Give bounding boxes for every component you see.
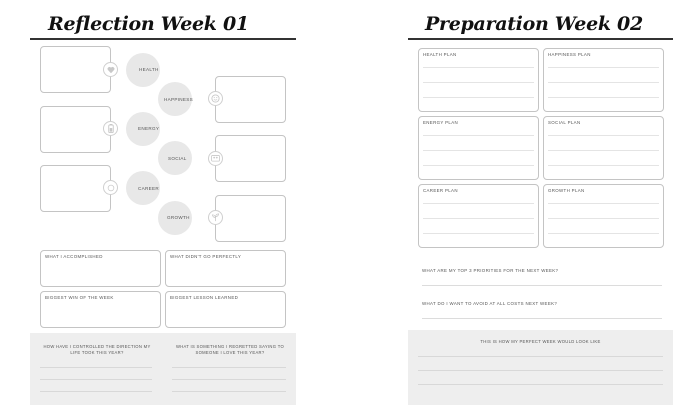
perfect-week-answer-lines[interactable] [418,356,663,398]
reflection-title: Reflection Week 01 [48,13,249,35]
accomplished-label: WHAT I ACCOMPLISHED [45,254,103,259]
social-plan-box[interactable] [543,116,664,180]
happiness-label: HAPPINESS [164,97,193,102]
biggest-lesson-box[interactable] [165,291,286,328]
regret-question: WHAT IS SOMETHING I REGRETTED SAYING TO SOMEONE I LOVE THIS YEAR? [175,344,285,355]
career-label: CAREER [138,186,159,191]
reflection-footer [30,333,296,405]
not-perfect-box[interactable] [165,250,286,287]
happiness-plan-label: HAPPINESS PLAN [548,52,591,57]
energy-notes-box[interactable] [40,106,111,153]
direction-answer-lines[interactable] [40,367,152,403]
health-plan-label: HEALTH PLAN [423,52,457,57]
accomplished-box[interactable] [40,250,161,287]
energy-plan-label: ENERGY PLAN [423,120,459,125]
social-plan-label: SOCIAL PLAN [548,120,581,125]
avoid-answer-line[interactable] [422,318,662,319]
energy-label: ENERGY [138,126,160,131]
smiley-icon [208,91,223,106]
career-plan-box[interactable] [418,184,539,248]
preparation-page [400,0,700,419]
title-rule [30,38,296,40]
regret-answer-lines[interactable] [172,367,286,403]
growth-label: GROWTH [167,215,190,220]
career-plan-label: CAREER PLAN [423,188,458,193]
priorities-question: WHAT ARE MY TOP 3 PRIORITIES FOR THE NEXT WEEK? [422,268,559,273]
social-notes-box[interactable] [215,135,286,182]
direction-question: HOW HAVE I CONTROLLED THE DIRECTION MY LIFE TOOK THIS YEAR? [43,344,151,355]
heart-icon [103,62,118,77]
career-notes-box[interactable] [40,165,111,212]
briefcase-icon [103,180,118,195]
happiness-notes-box[interactable] [215,76,286,123]
biggest-lesson-label: BIGGEST LESSON LEARNED [170,295,239,300]
happiness-plan-box[interactable] [543,48,664,112]
people-icon [208,151,223,166]
biggest-win-label: BIGGEST WIN OF THE WEEK [45,295,114,300]
energy-plan-box[interactable] [418,116,539,180]
growth-notes-box[interactable] [215,195,286,242]
biggest-win-box[interactable] [40,291,161,328]
health-notes-box[interactable] [40,46,111,93]
growth-plan-label: GROWTH PLAN [548,188,585,193]
title-rule-right [408,38,673,40]
social-label: SOCIAL [168,156,187,161]
perfect-week-title: THIS IS HOW MY PERFECT WEEK WOULD LOOK LIKE [480,339,601,344]
health-plan-box[interactable] [418,48,539,112]
avoid-question: WHAT DO I WANT TO AVOID AT ALL COSTS NEXT WEEK? [422,301,558,306]
preparation-title: Preparation Week 02 [425,13,643,35]
priorities-answer-line[interactable] [422,285,662,286]
growth-plan-box[interactable] [543,184,664,248]
reflection-page [0,0,320,419]
health-label: HEALTH [139,67,159,72]
not-perfect-label: WHAT DIDN'T GO PERFECTLY [170,254,242,259]
plant-icon [208,210,223,225]
battery-icon [103,121,118,136]
perfect-week-footer [408,330,673,405]
